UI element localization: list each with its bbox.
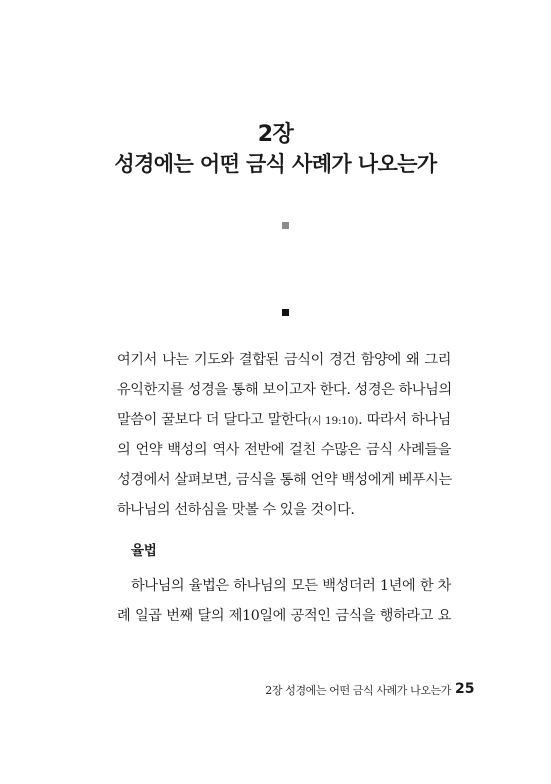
paragraph-line [117, 405, 451, 435]
paragraph-line: 성경에서 살펴보면, 금식을 통해 언약 백성에게 베푸시는 [117, 472, 452, 488]
paragraph-line: 여기서 나는 기도와 결합된 금식이 경건 함양에 왜 그리 [117, 352, 451, 368]
intro-paragraph [117, 345, 451, 525]
paragraph-line: 례 일곱 번째 달의 제10일에 공적인 금식을 행하라고 요 [117, 608, 451, 624]
gray-square-ornament [282, 222, 289, 229]
scripture-reference: (시 19:10) [307, 415, 359, 427]
section-paragraph [117, 571, 451, 631]
paragraph-line: 하나님의 선하심을 맛볼 수 있을 것이다. [117, 502, 355, 518]
running-head: 2장 성경에는 어떤 금식 사례가 나오는가 [265, 684, 451, 697]
line-text: 말씀이 꿀보다 더 달다고 말한다 [117, 412, 308, 428]
black-square-ornament [282, 309, 289, 316]
paragraph-line: 하나님의 율법은 하나님의 모든 백성더러 1년에 한 차 [131, 578, 451, 594]
line-text: . 따라서 하나님 [358, 412, 451, 428]
chapter-number: 2장 [257, 122, 294, 147]
page-number: 25 [455, 681, 475, 697]
section-heading: 율법 [131, 543, 157, 559]
paragraph-line: 의 언약 백성의 역사 전반에 걸친 수많은 금식 사례들을 [117, 442, 451, 458]
paragraph-line: 유익한지를 성경을 통해 보이고자 한다. 성경은 하나님의 [117, 382, 452, 398]
chapter-title: 성경에는 어떤 금식 사례가 나오는가 [114, 152, 437, 176]
